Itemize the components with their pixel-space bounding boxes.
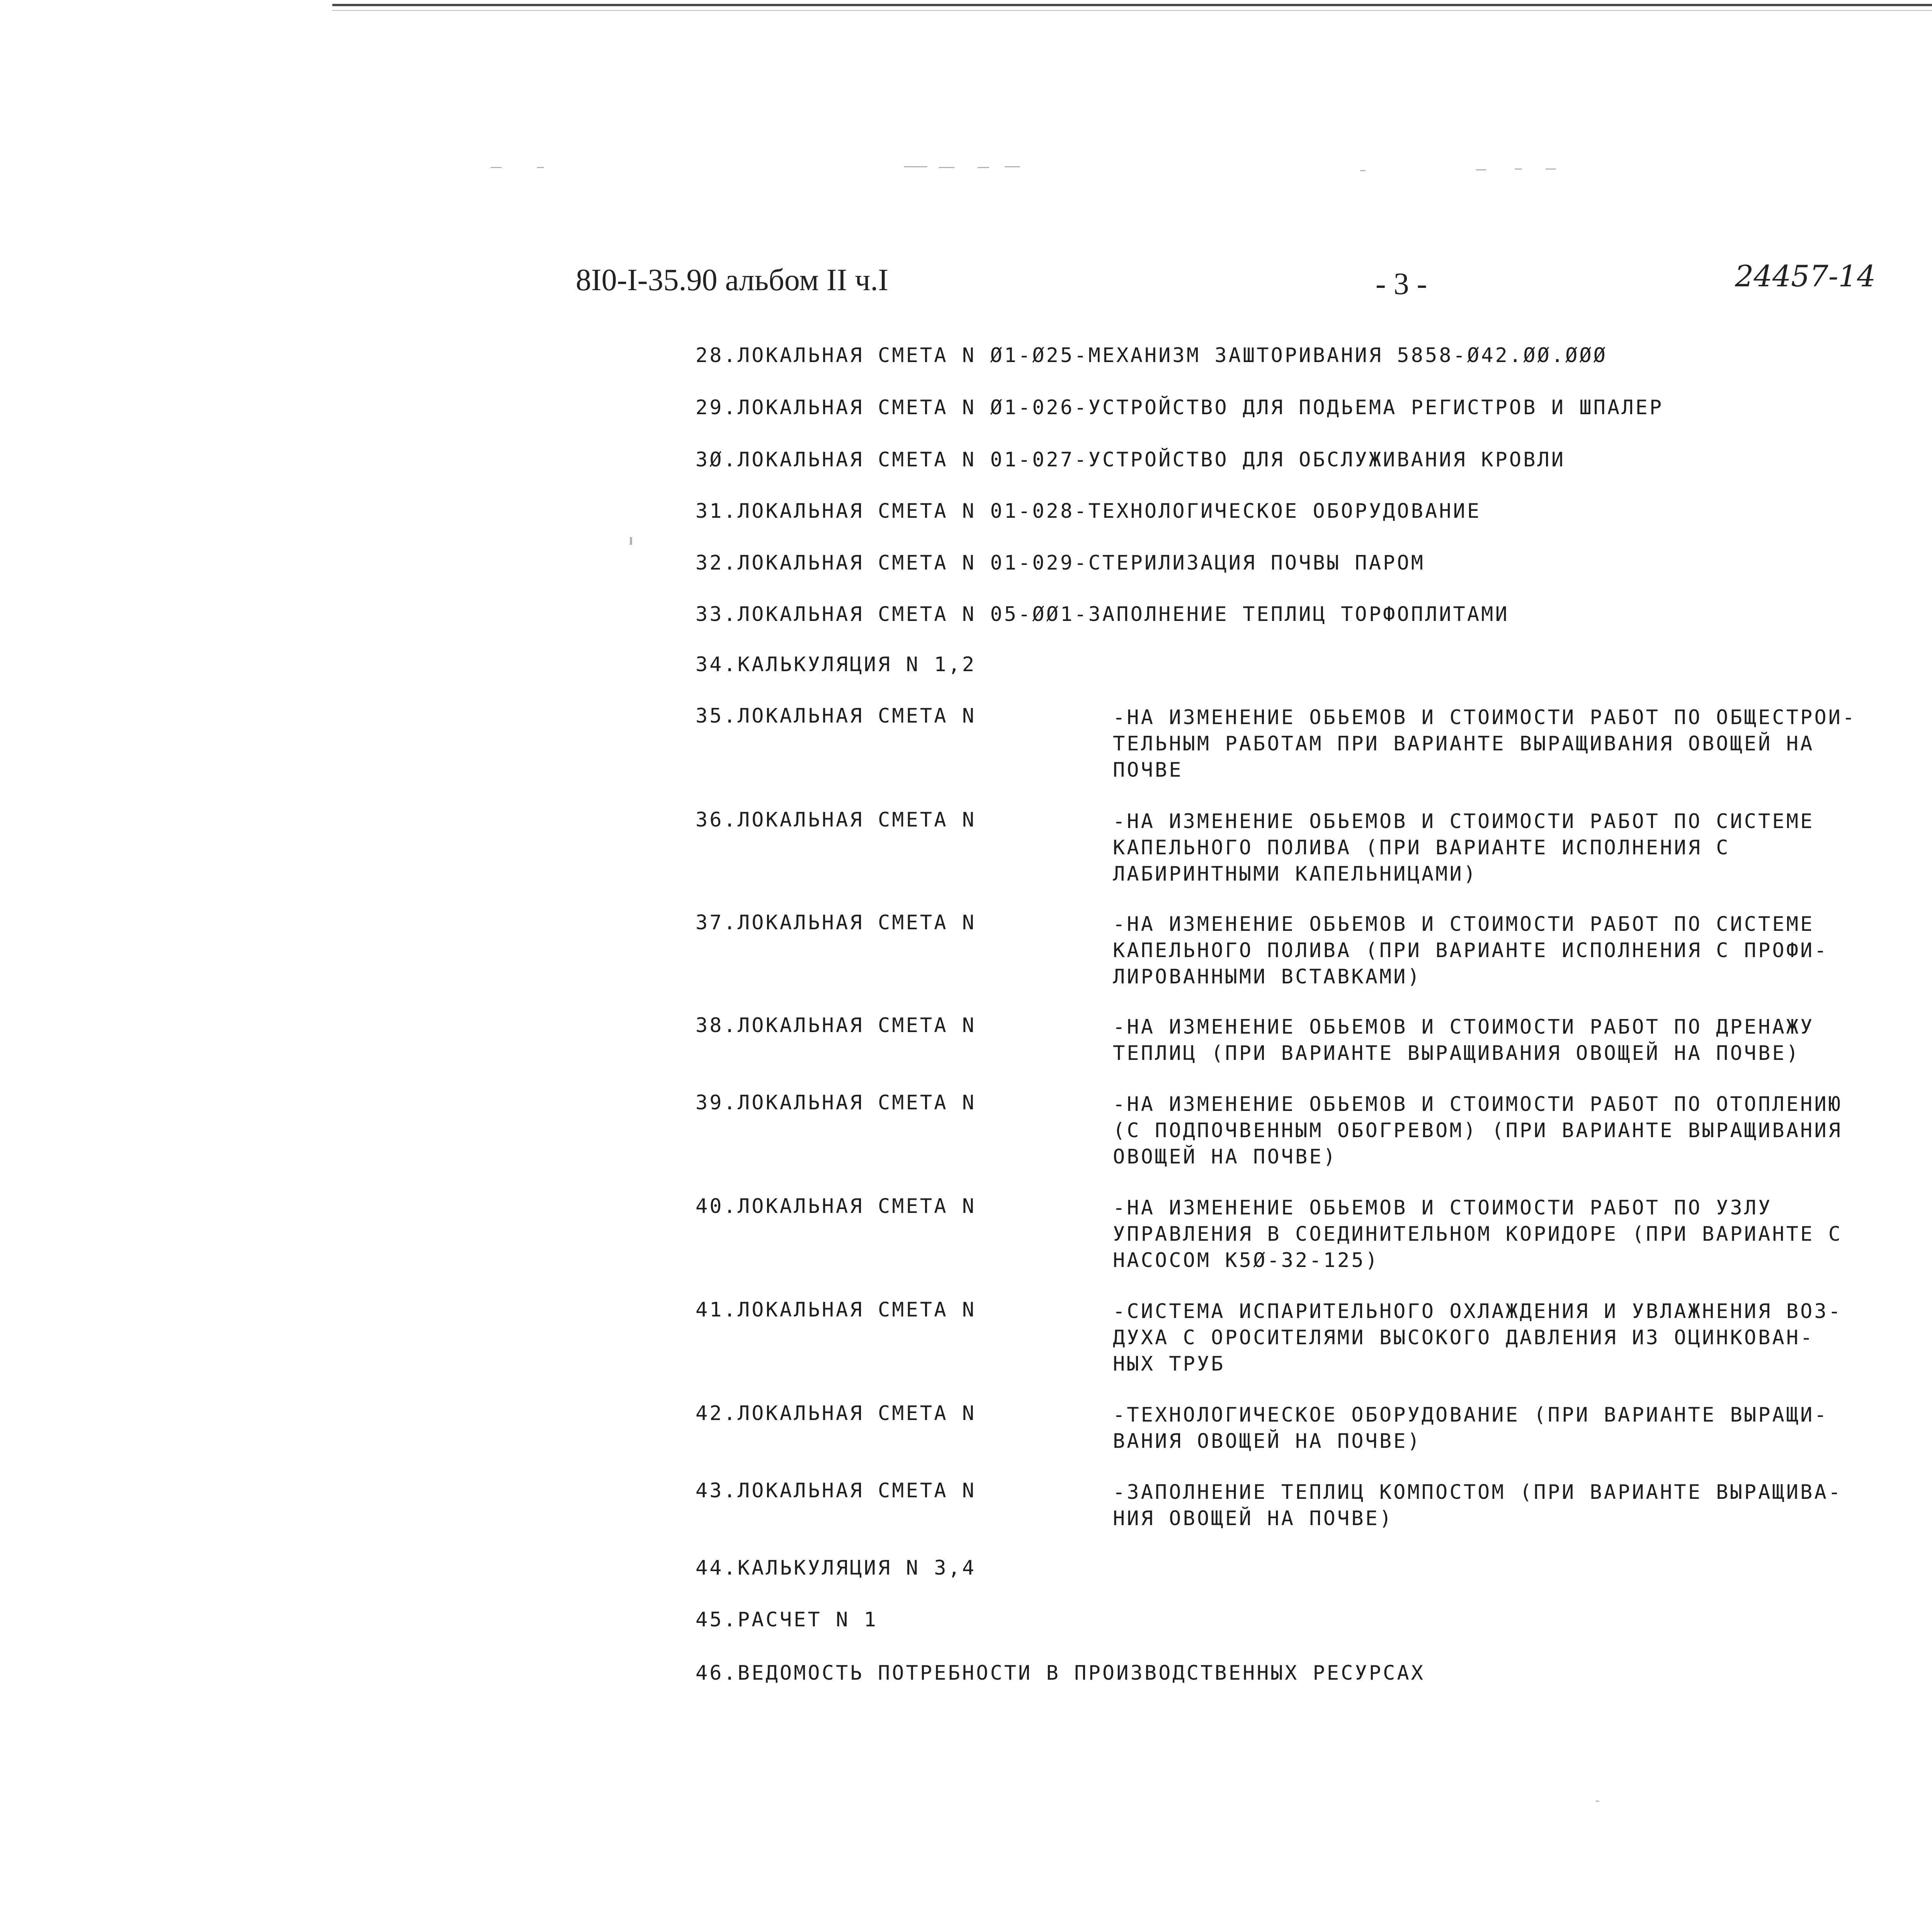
page-number: - 3 - (1376, 267, 1427, 301)
entry-label: 44.КАЛЬКУЛЯЦИЯ N 3,4 (696, 1556, 976, 1580)
entry-description: -НА ИЗМЕНЕНИЕ ОБЬЕМОВ И СТОИМОСТИ РАБОТ ПО ОТОПЛЕНИЮ (С ПОДПОЧВЕННЫМ ОБОГРЕВОМ) (ПРИ ВАРИАНТЕ ВЫРАЩИВАНИЯ ОВОЩЕЙ НА ПОЧВЕ) (1113, 1093, 1842, 1168)
entry-label: 34.КАЛЬКУЛЯЦИЯ N 1,2 (696, 653, 976, 676)
entry-label: 41.ЛОКАЛЬНАЯ СМЕТА N (696, 1298, 976, 1321)
entry-label: 42.ЛОКАЛЬНАЯ СМЕТА N (696, 1402, 976, 1425)
scan-speck (630, 537, 632, 545)
top-rule-shadow (332, 10, 1932, 11)
entry-label: 31.ЛОКАЛЬНАЯ СМЕТА N 01-028-ТЕХНОЛОГИЧЕСКОЕ ОБОРУДОВАНИЕ (696, 500, 1481, 523)
entry-label: 32.ЛОКАЛЬНАЯ СМЕТА N 01-029-СТЕРИЛИЗАЦИЯ ПОЧВЫ ПАРОМ (696, 551, 1425, 575)
album-reference: 8I0-I-35.90 альбом II ч.I (576, 263, 889, 297)
entry-label: 35.ЛОКАЛЬНАЯ СМЕТА N (696, 704, 976, 728)
entry-label: 33.ЛОКАЛЬНАЯ СМЕТА N 05-ØØ1-ЗАПОЛНЕНИЕ ТЕПЛИЦ ТОРФОПЛИТАМИ (696, 603, 1509, 626)
scan-speck (1476, 169, 1486, 170)
entry-description: -СИСТЕМА ИСПАРИТЕЛЬНОГО ОХЛАЖДЕНИЯ И УВЛАЖНЕНИЯ ВОЗ- ДУХА С ОРОСИТЕЛЯМИ ВЫСОКОГО ДАВЛЕНИЯ ИЗ ОЦИНКОВАН- НЫХ ТРУБ (1113, 1300, 1842, 1376)
scan-speck (1515, 168, 1522, 170)
entry-label: 40.ЛОКАЛЬНАЯ СМЕТА N (696, 1195, 976, 1218)
entry-description: -НА ИЗМЕНЕНИЕ ОБЬЕМОВ И СТОИМОСТИ РАБОТ ПО УЗЛУ УПРАВЛЕНИЯ В СОЕДИНИТЕЛЬНОМ КОРИДОРЕ (ПРИ ВАРИАНТЕ С НАСОСОМ К5Ø-32-125) (1113, 1196, 1842, 1272)
scan-speck (1546, 168, 1556, 170)
entry-label: 46.ВЕДОМОСТЬ ПОТРЕБНОСТИ В ПРОИЗВОДСТВЕННЫХ РЕСУРСАХ (696, 1662, 1425, 1685)
entry-description: -НА ИЗМЕНЕНИЕ ОБЬЕМОВ И СТОИМОСТИ РАБОТ ПО ОБЩЕСТРОИ- ТЕЛЬНЫМ РАБОТАМ ПРИ ВАРИАНТЕ ВЫРАЩИВАНИЯ ОВОЩЕЙ НА ПОЧВЕ (1113, 706, 1857, 782)
top-rule (332, 4, 1932, 6)
entry-label: 45.РАСЧЕТ N 1 (696, 1608, 878, 1631)
scan-speck (1005, 166, 1020, 167)
entry-description: -НА ИЗМЕНЕНИЕ ОБЬЕМОВ И СТОИМОСТИ РАБОТ ПО ДРЕНАЖУ ТЕПЛИЦ (ПРИ ВАРИАНТЕ ВЫРАЩИВАНИЯ ОВОЩЕЙ НА ПОЧВЕ) (1113, 1015, 1815, 1065)
entry-description: -НА ИЗМЕНЕНИЕ ОБЬЕМОВ И СТОИМОСТИ РАБОТ ПО СИСТЕМЕ КАПЕЛЬНОГО ПОЛИВА (ПРИ ВАРИАНТЕ ИСПОЛНЕНИЯ С ЛАБИРИНТНЫМИ КАПЕЛЬНИЦАМИ) (1113, 810, 1815, 886)
entry-label: 36.ЛОКАЛЬНАЯ СМЕТА N (696, 808, 976, 832)
entry-description: -ТЕХНОЛОГИЧЕСКОЕ ОБОРУДОВАНИЕ (ПРИ ВАРИАНТЕ ВЫРАЩИ- ВАНИЯ ОВОЩЕЙ НА ПОЧВЕ) (1113, 1403, 1828, 1453)
scan-speck (1360, 170, 1366, 171)
entry-description: -НА ИЗМЕНЕНИЕ ОБЬЕМОВ И СТОИМОСТИ РАБОТ ПО СИСТЕМЕ КАПЕЛЬНОГО ПОЛИВА (ПРИ ВАРИАНТЕ ИСПОЛНЕНИЯ С ПРОФИ- ЛИРОВАННЫМИ ВСТАВКАМИ) (1113, 913, 1828, 988)
scan-speck (939, 167, 954, 168)
entry-label: 28.ЛОКАЛЬНАЯ СМЕТА N Ø1-Ø25-МЕХАНИЗМ ЗАШТОРИВАНИЯ 5858-Ø42.ØØ.ØØØ (696, 344, 1607, 367)
scan-speck (491, 167, 502, 168)
document-code: 24457-14 (1735, 259, 1876, 293)
scan-speck (1596, 1801, 1599, 1802)
entry-label: 38.ЛОКАЛЬНАЯ СМЕТА N (696, 1014, 976, 1037)
entry-label: 43.ЛОКАЛЬНАЯ СМЕТА N (696, 1479, 976, 1502)
scan-speck (904, 166, 927, 167)
entry-description: -ЗАПОЛНЕНИЕ ТЕПЛИЦ КОМПОСТОМ (ПРИ ВАРИАНТЕ ВЫРАЩИВА- НИЯ ОВОЩЕЙ НА ПОЧВЕ) (1113, 1481, 1842, 1530)
entry-label: 29.ЛОКАЛЬНАЯ СМЕТА N Ø1-026-УСТРОЙСТВО ДЛЯ ПОДЬЕМА РЕГИСТРОВ И ШПАЛЕР (696, 396, 1664, 419)
scan-speck (978, 167, 989, 168)
entry-label: 3Ø.ЛОКАЛЬНАЯ СМЕТА N 01-027-УСТРОЙСТВО ДЛЯ ОБСЛУЖИВАНИЯ КРОВЛИ (696, 448, 1566, 471)
scan-speck (537, 167, 544, 168)
entry-label: 37.ЛОКАЛЬНАЯ СМЕТА N (696, 911, 976, 934)
entry-label: 39.ЛОКАЛЬНАЯ СМЕТА N (696, 1091, 976, 1114)
